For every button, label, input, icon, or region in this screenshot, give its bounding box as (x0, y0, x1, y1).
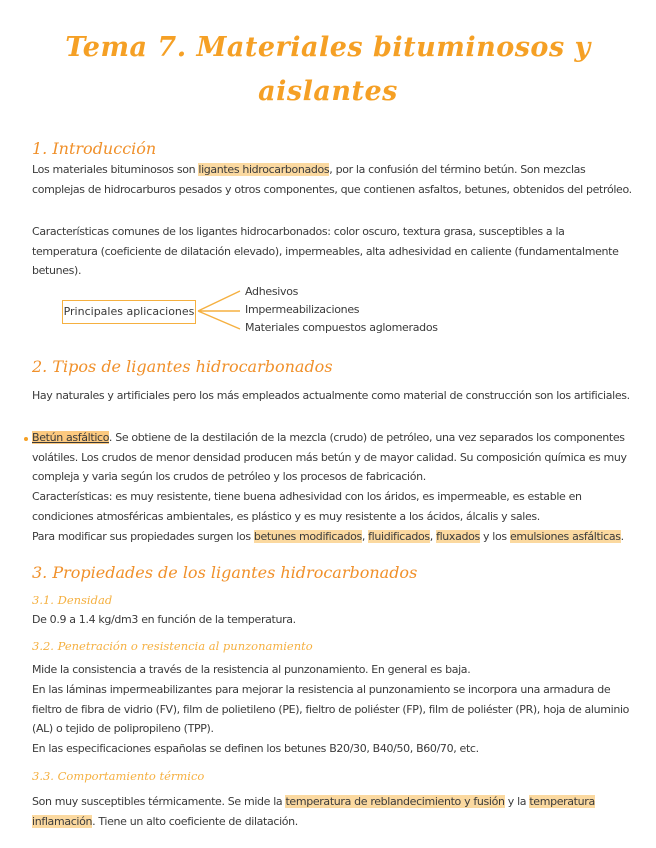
paragraph-betun (32, 428, 632, 487)
highlight-betun: Betún asfáltico (32, 431, 109, 444)
paragraph-intro-1 (32, 160, 632, 199)
paragraph-tipos-1: Hay naturales y artificiales pero los más empleados actualmente como material de construcción son los artificiales. (32, 389, 630, 402)
text: Son muy susceptibles térmicamente. Se mide la (32, 795, 286, 808)
section-heading-introduccion: 1. Introducción (32, 139, 157, 158)
page-title-line1: Tema 7. Materiales bituminosos y (65, 32, 591, 63)
text: . Tiene un alto coeficiente de dilatación. (92, 814, 298, 828)
page-title-line2: aislantes (258, 76, 398, 107)
paragraph-penetracion-3: En las especificaciones españolas se definen los betunes B20/30, B40/50, B60/70, etc. (32, 742, 479, 755)
highlight-modificados: betunes modificados (253, 530, 362, 543)
paragraph-modificar (32, 527, 632, 547)
highlight-fluidificados: fluidificados (368, 530, 430, 543)
subheading-comportamiento: 3.3. Comportamiento térmico (32, 769, 205, 783)
text: . (620, 530, 624, 543)
text: Para modificar sus propiedades surgen los (32, 530, 254, 543)
highlight-fluxados: fluxados (436, 530, 480, 543)
text: Los materiales bituminosos son (32, 163, 199, 176)
section-heading-tipos: 2. Tipos de ligantes hidrocarbonados (32, 357, 333, 376)
highlight-emulsiones: emulsiones asfálticas (509, 530, 621, 543)
paragraph-intro-2: Características comunes de los ligantes hidrocarbonados: color oscuro, textura grasa, susceptibles a la temperatura (coeficiente de dilatación elevado), impermeables, alta adhesividad en caliente (fundamentalmente betunes). (32, 225, 619, 277)
application-item: Materiales compuestos aglomerados (245, 321, 438, 334)
paragraph-comportamiento (32, 792, 632, 831)
text: . Se obtiene de la destilación de la mezcla (crudo) de petróleo, una vez separados los componentes volátiles. Los crudos de menor densidad producen más betún y de mayor calidad. Su composición química es muy compleja y varia según los crudos de petróleo y los procesos de fabricación. (32, 431, 627, 483)
bullet-dot (24, 437, 28, 441)
text: , (361, 530, 369, 543)
text: y la (504, 795, 530, 808)
text: y los (479, 530, 510, 543)
application-item: Adhesivos (245, 285, 299, 298)
paragraph-penetracion-1: Mide la consistencia a través de la resistencia al punzonamiento. En general es baja. (32, 663, 471, 676)
applications-box: Principales aplicaciones (62, 300, 196, 324)
bracket-arrow-icon (196, 287, 244, 333)
section-heading-propiedades: 3. Propiedades de los ligantes hidrocarbonados (32, 563, 418, 582)
text: , por la confusión del término betún. Son mezclas complejas de hidrocarburos pesados y otros componentes, que contienen asfaltos, betunes, obtenidos del petróleo. (32, 163, 632, 196)
subheading-densidad: 3.1. Densidad (32, 593, 113, 607)
highlight-inflamacion: temperatura inflamación (32, 795, 595, 828)
subheading-penetracion: 3.2. Penetración o resistencia al punzonamiento (32, 639, 313, 653)
highlight-reblandecimiento: temperatura de reblandecimiento y fusión (285, 795, 505, 808)
paragraph-caracteristicas: Características: es muy resistente, tiene buena adhesividad con los áridos, es impermeable, es estable en condiciones atmosféricas ambientales, es plástico y es muy resistente a los ácidos, álcalis y sales. (32, 490, 582, 523)
paragraph-densidad: De 0.9 a 1.4 kg/dm3 en función de la temperatura. (32, 613, 296, 626)
text: , (429, 530, 437, 543)
application-item: Impermeabilizaciones (245, 303, 360, 316)
paragraph-penetracion-2: En las láminas impermeabilizantes para mejorar la resistencia al punzonamiento se incorpora una armadura de fieltro de fibra de vidrio (FV), film de polietileno (PE), fieltro de poliéster (FP), film de poliéster (PR), hoja de aluminio (AL) o tejido de polipropileno (TPP). (32, 683, 630, 735)
highlight-ligantes: ligantes hidrocarbonados (198, 163, 330, 176)
